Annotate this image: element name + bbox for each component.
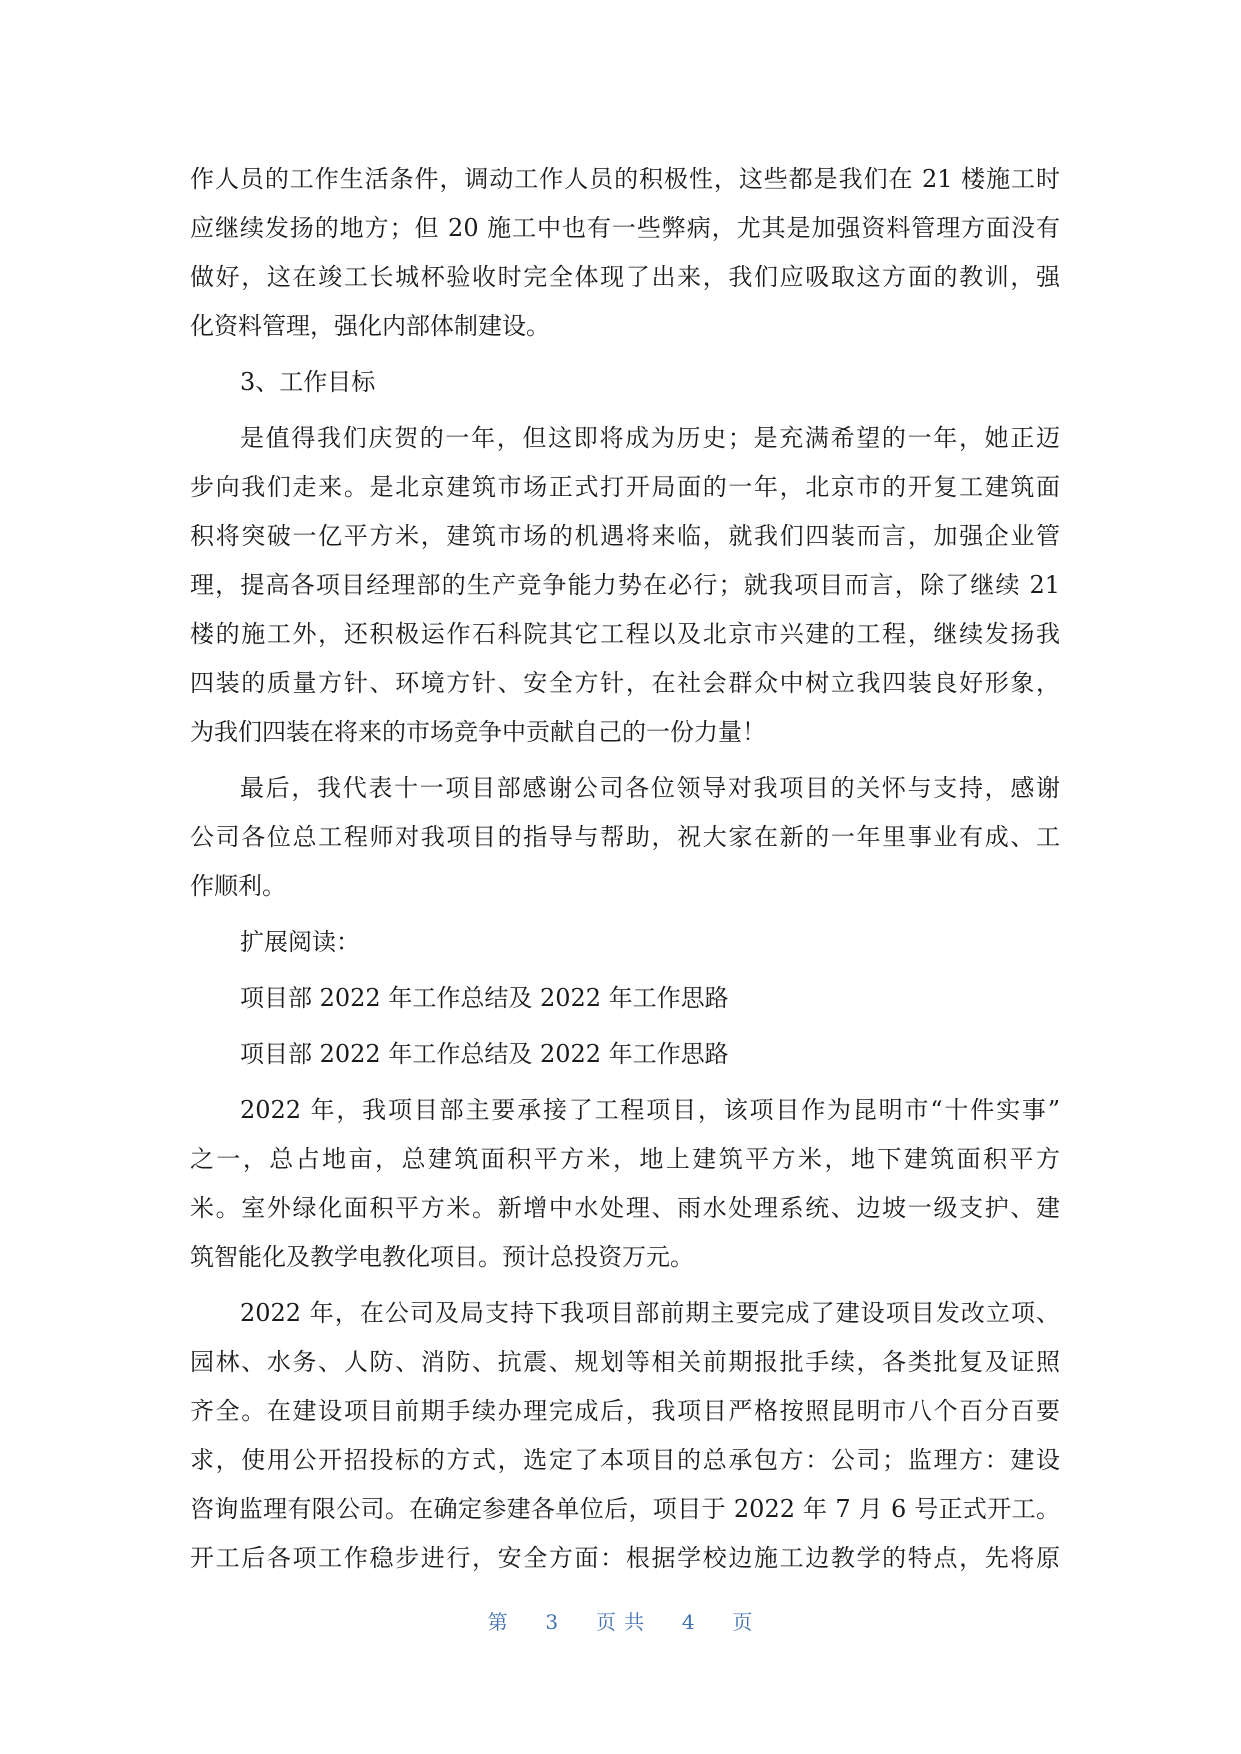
- text-line: 3、工作目标: [240, 368, 376, 396]
- text-line: 最后，我代表十一项目部感谢公司各位领导对我项目的关怀与支持，感谢: [240, 774, 1060, 802]
- paragraph: [190, 918, 1060, 967]
- text-line: 之一，总占地亩，总建筑面积平方米，地上建筑平方米，地下建筑面积平方: [190, 1145, 1060, 1173]
- total-pages-number: 4: [681, 1610, 696, 1634]
- text-line: 园林、水务、人防、消防、抗震、规划等相关前期报批手续，各类批复及证照: [190, 1348, 1060, 1376]
- text-line: 项目部 2022 年工作总结及 2022 年工作思路: [240, 1040, 729, 1068]
- text-line: 公司各位总工程师对我项目的指导与帮助，祝大家在新的一年里事业有成、工: [190, 823, 1060, 851]
- text-line: 扩展阅读：: [240, 928, 360, 956]
- footer-middle: 页 共: [595, 1610, 646, 1634]
- text-line: 开工后各项工作稳步进行，安全方面：根据学校边施工边教学的特点，先将原: [190, 1544, 1060, 1572]
- text-line: 作人员的工作生活条件，调动工作人员的积极性，这些都是我们在 21 楼施工时: [190, 165, 1060, 193]
- body-text: [190, 155, 1060, 1583]
- paragraph: [190, 155, 1060, 351]
- paragraph: [190, 974, 1060, 1023]
- text-line: 齐全。在建设项目前期手续办理完成后，我项目严格按照昆明市八个百分百要: [190, 1397, 1060, 1425]
- text-line: 2022 年，在公司及局支持下我项目部前期主要完成了建设项目发改立项、: [240, 1299, 1060, 1327]
- text-line: 步向我们走来。是北京建筑市场正式打开局面的一年，北京市的开复工建筑面: [190, 473, 1060, 501]
- page-footer: [0, 1606, 1241, 1635]
- text-line: 四装的质量方针、环境方针、安全方针，在社会群众中树立我四装良好形象，: [190, 669, 1060, 697]
- paragraph: [190, 1030, 1060, 1079]
- paragraph: [190, 1289, 1060, 1583]
- text-line: 理，提高各项目经理部的生产竞争能力势在必行；就我项目而言，除了继续 21: [190, 571, 1060, 599]
- text-line: 筑智能化及教学电教化项目。预计总投资万元。: [190, 1243, 694, 1271]
- text-line: 化资料管理，强化内部体制建设。: [190, 312, 550, 340]
- paragraph: [190, 1086, 1060, 1282]
- text-line: 积将突破一亿平方米，建筑市场的机遇将来临，就我们四装而言，加强企业管: [190, 522, 1060, 550]
- footer-prefix: 第: [487, 1610, 509, 1634]
- text-line: 为我们四装在将来的市场竞争中贡献自己的一份力量！: [190, 718, 766, 746]
- text-line: 是值得我们庆贺的一年，但这即将成为历史；是充满希望的一年，她正迈: [240, 424, 1060, 452]
- paragraph: [190, 764, 1060, 911]
- paragraph: [190, 414, 1060, 757]
- footer-suffix: 页: [732, 1610, 754, 1634]
- current-page-number: 3: [545, 1610, 560, 1634]
- text-line: 楼的施工外，还积极运作石科院其它工程以及北京市兴建的工程，继续发扬我: [190, 620, 1060, 648]
- text-line: 项目部 2022 年工作总结及 2022 年工作思路: [240, 984, 729, 1012]
- text-line: 应继续发扬的地方；但 20 施工中也有一些弊病，尤其是加强资料管理方面没有: [190, 214, 1060, 242]
- text-line: 作顺利。: [190, 872, 286, 900]
- text-line: 做好，这在竣工长城杯验收时完全体现了出来，我们应吸取这方面的教训，强: [190, 263, 1060, 291]
- section-heading: [190, 358, 1060, 407]
- text-line: 求，使用公开招投标的方式，选定了本项目的总承包方：公司；监理方：建设: [190, 1446, 1060, 1474]
- text-line: 米。室外绿化面积平方米。新增中水处理、雨水处理系统、边坡一级支护、建: [190, 1194, 1060, 1222]
- text-line: 咨询监理有限公司。在确定参建各单位后，项目于 2022 年 7 月 6 号正式开工。: [190, 1495, 1060, 1523]
- text-line: 2022 年，我项目部主要承接了工程项目，该项目作为昆明市“十件实事”: [240, 1096, 1060, 1124]
